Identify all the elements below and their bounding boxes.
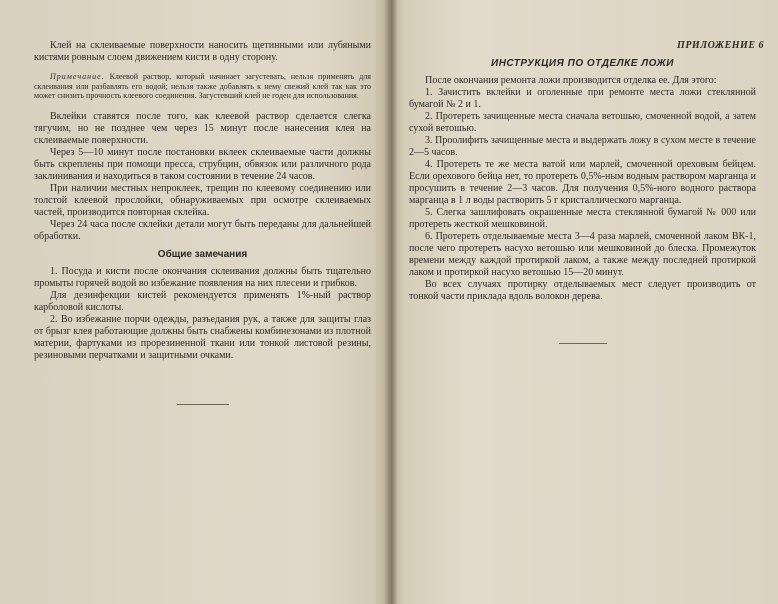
section-heading-general-notes: Общие замечания	[157, 248, 248, 260]
step-1: 1. Зачистить вклейки и оголенные при ремонте места ложи стеклянной бумагой № 2 и 1.	[409, 87, 756, 110]
step-3: 3. Проолифить зачищенные места и выдержать ложу в сухом месте в течение 2—5 часов.	[409, 135, 756, 158]
step-4: 4. Протереть те же места ватой или марлей, смоченной ореховым бейцем. Если орехового бейца нет, то протереть 0,5%-ным водным раствором марганца и просушить в течение 2—3 часов. Для получения 0,5%-ного водного раствора марганца в 1 л воды растворить 5 г кристаллического марганца.	[409, 159, 756, 206]
paragraph-disinfection: Для дезинфекции кистей рекомендуется применять 1%-ный раствор карболовой кислоты.	[34, 289, 371, 313]
paragraph-intro: После окончания ремонта ложи производится отделка ее. Для этого:	[425, 75, 717, 86]
step-2: 2. Протереть зачищенные места сначала ветошью, смоченной водой, а затем сухой ветошью.	[409, 111, 756, 134]
paragraph-protection: 2. Во избежание порчи одежды, разъедания рук, а также для защиты глаз от брызг клея работающие должны быть снабжены комбинезонами из плотной материи, фартуками из прорезиненной ткани или тонкой листовой резины, резиновыми перчатками и защитными очками.	[34, 313, 371, 361]
note-text: Клеевой раствор, который начинает загустевать, нельзя применять для склеивания или разбавлять его водой; нельзя также добавлять к нему свежий клей так как это может снизить прочность клеевого соединения. Загустевший клей не годен для использования.	[34, 72, 371, 100]
note-paragraph	[34, 72, 371, 101]
paragraph-cleaning: 1. Посуда и кисти после окончания склеивания должны быть тщательно промыты горячей водой во избежание появления на них плесени и грибков.	[34, 265, 371, 289]
paragraph-glue-application: Клей на склеиваемые поверхности наносить щетинными или лубяными кистями ровным слоем движением кисти в одну сторону.	[34, 40, 371, 63]
instruction-heading: ИНСТРУКЦИЯ ПО ОТДЕЛКЕ ЛОЖИ	[491, 58, 674, 69]
paragraph-inserts: Вклейки ставятся после того, как клеевой раствор сделается слегка тягучим, но не позднее чем через 15 минут после нанесения клея на склеиваемые поверхности.	[34, 110, 371, 146]
step-6: 6. Протереть отделываемые места 3—4 раза марлей, смоченной лаком ВК-1, после чего протереть насухо ветошью или мешковиной до блеска. Промежуток времени между каждой протиркой лаком, а также между последней протиркой лаком и протиркой насухо ветошью 15—20 минут.	[409, 231, 756, 278]
end-rule-left	[177, 404, 229, 405]
note-label: Примечание.	[50, 72, 105, 81]
paragraph-defects: При наличии местных непроклеек, трещин по клеевому соединению или толстой клеевой прослойки, обнаруживаемых при осмотре склеиваемых частей, производится повторная склейка.	[34, 182, 371, 218]
appendix-label: ПРИЛОЖЕНИЕ 6	[677, 40, 764, 51]
paragraph-clamping: Через 5—10 минут после постановки вклеек склеиваемые части должны быть скреплены при помощи пресса, струбцин, обвязок или различного рода заклинивания и находиться в таком состоянии в течение 24 часов.	[34, 146, 371, 182]
paragraph-final-rule: Во всех случаях протирку отделываемых мест следует производить от тонкой части приклада вдоль волокон дерева.	[409, 279, 756, 302]
right-page	[391, 0, 778, 604]
end-rule-right	[559, 343, 607, 344]
paragraph-24-hours: Через 24 часа после склейки детали могут быть переданы для дальнейшей обработки.	[34, 218, 371, 242]
step-5: 5. Слегка зашлифовать окрашенные места стеклянной бумагой № 000 или протереть жесткой мешковиной.	[409, 207, 756, 230]
